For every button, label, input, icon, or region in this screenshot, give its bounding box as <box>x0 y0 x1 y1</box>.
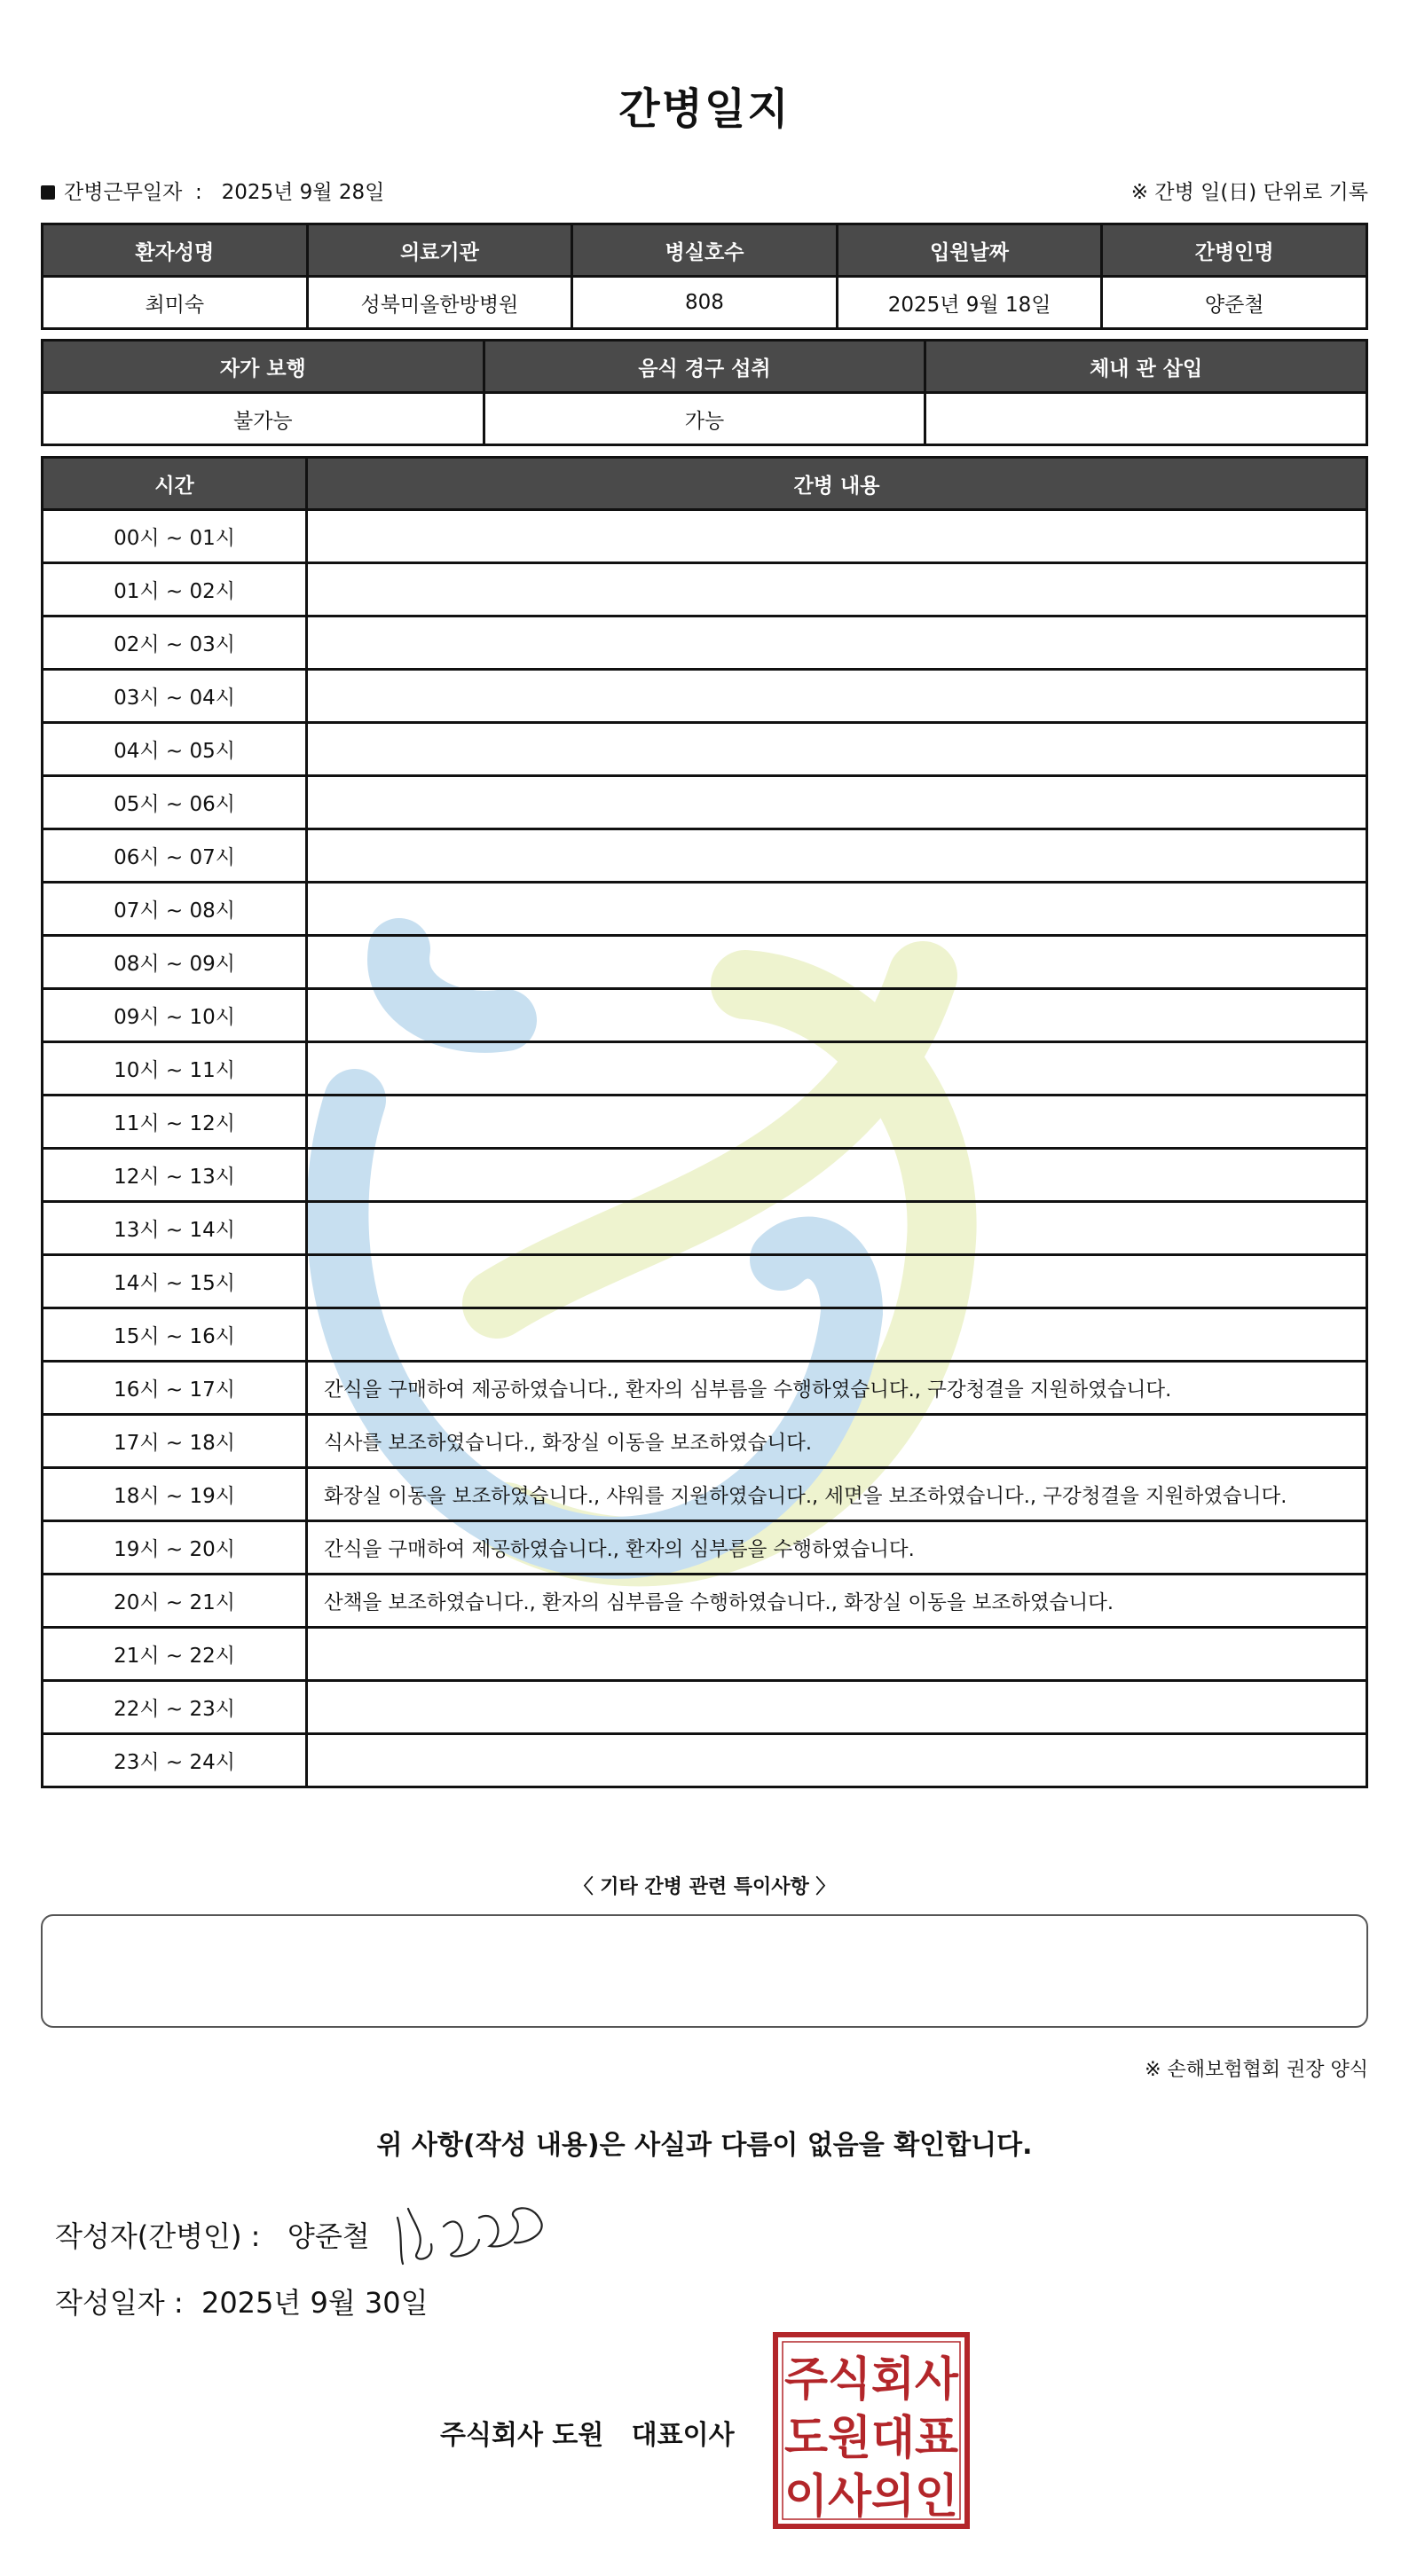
table-row <box>43 393 1367 445</box>
header-caregiver-name: 간병인명 <box>1102 224 1367 277</box>
work-date-value: 2025년 9월 28일 <box>221 181 385 204</box>
time-slot: 07시 ~ 08시 <box>43 883 307 936</box>
table-row <box>43 1575 1367 1628</box>
time-slot: 01시 ~ 02시 <box>43 563 307 617</box>
care-note <box>307 989 1367 1042</box>
time-slot: 08시 ~ 09시 <box>43 936 307 989</box>
table-row <box>43 883 1367 936</box>
care-note: 식사를 보조하였습니다., 화장실 이동을 보조하였습니다. <box>307 1415 1367 1468</box>
care-note <box>307 1681 1367 1734</box>
care-note <box>307 723 1367 776</box>
time-slot: 02시 ~ 03시 <box>43 617 307 670</box>
table-row <box>43 1415 1367 1468</box>
header-self-walking: 자가 보행 <box>43 341 484 393</box>
care-note: 간식을 구매하여 제공하였습니다., 환자의 심부름을 수행하였습니다., 구강청결을 지원하였습니다. <box>307 1362 1367 1415</box>
table-row <box>43 1202 1367 1255</box>
care-note: 화장실 이동을 보조하였습니다., 샤워를 지원하였습니다., 세면을 보조하였습니다., 구강청결을 지원하였습니다. <box>307 1468 1367 1521</box>
header-care-content: 간병 내용 <box>307 458 1367 510</box>
care-note: 산책을 보조하였습니다., 환자의 심부름을 수행하였습니다., 화장실 이동을 보조하였습니다. <box>307 1575 1367 1628</box>
writer-line <box>55 2214 370 2255</box>
care-note <box>307 1628 1367 1681</box>
header-oral-intake: 음식 경구 섭취 <box>484 341 925 393</box>
document-title: 간병일지 <box>618 84 791 134</box>
seal-line: 주식회사 <box>784 2353 959 2407</box>
table-row <box>43 1362 1367 1415</box>
tube-insertion-value <box>925 393 1367 445</box>
time-slot: 22시 ~ 23시 <box>43 1681 307 1734</box>
care-note <box>307 617 1367 670</box>
care-note <box>307 1255 1367 1308</box>
time-slot: 09시 ~ 10시 <box>43 989 307 1042</box>
table-row <box>43 510 1367 563</box>
confirmation-statement: 위 사항(작성 내용)은 사실과 다름이 없음을 확인합니다. <box>376 2130 1033 2161</box>
time-slot: 06시 ~ 07시 <box>43 829 307 883</box>
table-row <box>43 1681 1367 1734</box>
table-row <box>43 617 1367 670</box>
table-row <box>43 776 1367 829</box>
table-row <box>43 277 1367 329</box>
time-slot: 21시 ~ 22시 <box>43 1628 307 1681</box>
record-unit-note: ※ 간병 일(日) 단위로 기록 <box>1130 181 1368 204</box>
work-date-separator: : <box>194 181 202 204</box>
admission-date: 2025년 9월 18일 <box>837 277 1102 329</box>
care-note <box>307 1202 1367 1255</box>
institution: 성북미올한방병원 <box>307 277 572 329</box>
remarks-title: 〈 기타 간병 관련 특이사항 〉 <box>573 1876 836 1898</box>
care-note <box>307 670 1367 723</box>
care-note <box>307 776 1367 829</box>
table-row <box>43 1521 1367 1575</box>
header-tube-insertion: 체내 관 삽입 <box>925 341 1367 393</box>
table-row <box>43 1149 1367 1202</box>
written-date-line <box>55 2281 429 2321</box>
caregiver-name: 양준철 <box>1102 277 1367 329</box>
care-note <box>307 1042 1367 1096</box>
care-note <box>307 883 1367 936</box>
care-note <box>307 1096 1367 1149</box>
company-name: 주식회사 도원 <box>440 2420 604 2451</box>
time-slot: 16시 ~ 17시 <box>43 1362 307 1415</box>
header-institution: 의료기관 <box>307 224 572 277</box>
table-row <box>43 989 1367 1042</box>
table-row <box>43 1042 1367 1096</box>
time-slot: 13시 ~ 14시 <box>43 1202 307 1255</box>
square-bullet-icon <box>41 185 55 200</box>
table-row <box>43 1468 1367 1521</box>
work-date <box>41 176 384 205</box>
care-note <box>307 1308 1367 1362</box>
table-row <box>43 829 1367 883</box>
time-slot: 04시 ~ 05시 <box>43 723 307 776</box>
time-slot: 00시 ~ 01시 <box>43 510 307 563</box>
time-slot: 03시 ~ 04시 <box>43 670 307 723</box>
time-slot: 11시 ~ 12시 <box>43 1096 307 1149</box>
table-header-row <box>43 458 1367 510</box>
header-admission-date: 입원날짜 <box>837 224 1102 277</box>
table-row <box>43 723 1367 776</box>
handwritten-signature <box>390 2191 550 2271</box>
header-patient-name: 환자성명 <box>43 224 308 277</box>
care-note <box>307 563 1367 617</box>
table-row <box>43 936 1367 989</box>
time-slot: 14시 ~ 15시 <box>43 1255 307 1308</box>
patient-info-table <box>41 223 1368 330</box>
patient-name: 최미숙 <box>43 277 308 329</box>
table-row <box>43 1628 1367 1681</box>
care-note <box>307 1149 1367 1202</box>
work-date-label: 간병근무일자 <box>64 181 183 204</box>
time-slot: 15시 ~ 16시 <box>43 1308 307 1362</box>
remarks-box <box>41 1914 1368 2028</box>
care-log-table <box>41 456 1368 1788</box>
header-room: 병실호수 <box>572 224 838 277</box>
table-row <box>43 670 1367 723</box>
room-number: 808 <box>572 277 838 329</box>
standard-form-note: ※ 손해보험협회 권장 양식 <box>1145 2059 1368 2081</box>
table-header-row <box>43 341 1367 393</box>
care-note <box>307 510 1367 563</box>
company-seal-stamp <box>772 2331 971 2530</box>
written-date-label: 작성일자 : <box>55 2286 184 2320</box>
table-row <box>43 563 1367 617</box>
care-note <box>307 1734 1367 1787</box>
ability-table <box>41 339 1368 446</box>
ceo-title: 대표이사 <box>631 2420 735 2451</box>
table-row <box>43 1308 1367 1362</box>
self-walking-value: 불가능 <box>43 393 484 445</box>
time-slot: 23시 ~ 24시 <box>43 1734 307 1787</box>
time-slot: 18시 ~ 19시 <box>43 1468 307 1521</box>
table-row <box>43 1096 1367 1149</box>
header-time: 시간 <box>43 458 307 510</box>
time-slot: 19시 ~ 20시 <box>43 1521 307 1575</box>
seal-line: 도원대표 <box>784 2412 958 2465</box>
table-header-row <box>43 224 1367 277</box>
care-note <box>307 936 1367 989</box>
seal-line: 이사의인 <box>784 2470 958 2524</box>
oral-intake-value: 가능 <box>484 393 925 445</box>
time-slot: 20시 ~ 21시 <box>43 1575 307 1628</box>
table-row <box>43 1255 1367 1308</box>
time-slot: 10시 ~ 11시 <box>43 1042 307 1096</box>
time-slot: 12시 ~ 13시 <box>43 1149 307 1202</box>
care-note <box>307 829 1367 883</box>
written-date-value: 2025년 9월 30일 <box>201 2286 429 2320</box>
time-slot: 17시 ~ 18시 <box>43 1415 307 1468</box>
company-signature <box>440 2413 735 2452</box>
writer-name: 양준철 <box>287 2219 370 2253</box>
time-slot: 05시 ~ 06시 <box>43 776 307 829</box>
table-row <box>43 1734 1367 1787</box>
writer-label: 작성자(간병인) : <box>55 2219 261 2253</box>
care-note: 간식을 구매하여 제공하였습니다., 환자의 심부름을 수행하였습니다. <box>307 1521 1367 1575</box>
